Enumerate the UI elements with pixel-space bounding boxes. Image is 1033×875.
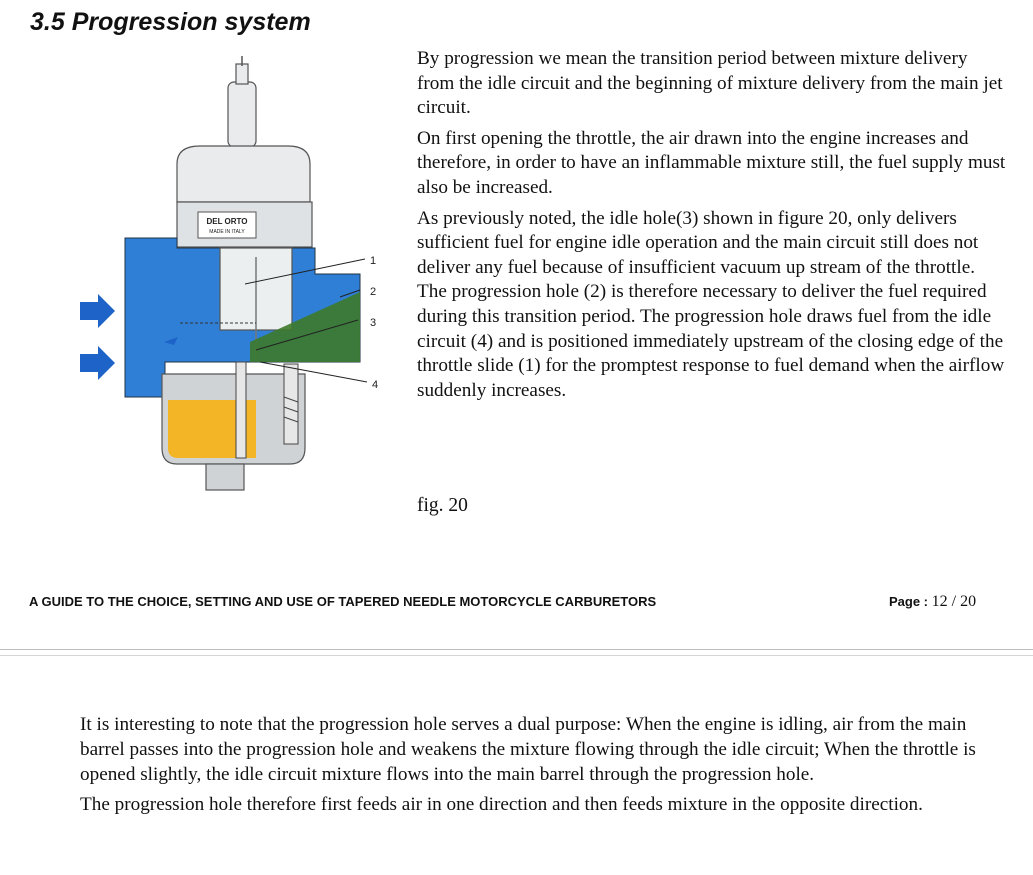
callout-3: 3 bbox=[370, 317, 377, 329]
throttle-cable-tower bbox=[228, 82, 256, 147]
page-label: Page : bbox=[889, 594, 932, 609]
air-inlet-arrow-upper bbox=[80, 294, 115, 328]
callout-1: 1 bbox=[370, 255, 377, 267]
paragraph-dual-purpose: It is interesting to note that the progression hole serves a dual purpose: When the engine is idling, air from the main barrel passes into the progression hole and weakens the mixture flowing through the idle circuit; When the throttle is opened slightly, the idle circuit mixture flows into the main barrel through the progression hole. bbox=[80, 714, 976, 785]
bowl-drain bbox=[206, 464, 244, 490]
section-heading: 3.5 Progression system bbox=[30, 8, 311, 36]
cable-adjuster bbox=[236, 64, 248, 84]
carburetor-diagram bbox=[60, 52, 395, 502]
page-separator bbox=[0, 649, 1033, 650]
paragraph-progression-definition: By progression we mean the transition period between mixture delivery from the idle circuit and the beginning of mixture delivery from the main jet circuit. bbox=[417, 48, 1003, 119]
page-separator-shadow bbox=[0, 655, 1033, 656]
paragraph-flow-direction: The progression hole therefore first feeds air in one direction and then feeds mixture in the opposite direction. bbox=[80, 794, 923, 815]
paragraph-progression-hole: As previously noted, the idle hole(3) shown in figure 20, only delivers sufficient fuel for engine idle operation and the main circuit still does not deliver any fuel because of insufficient vacuum up stream of the throttle. The progression hole (2) is therefore necessary to deliver the fuel required during this transition period. The progression hole draws fuel from the idle circuit (4) and is positioned immediately upstream of the closing edge of the throttle slide (1) for the promptest response to fuel demand when the airflow suddenly increases. bbox=[417, 207, 1005, 401]
callout-2: 2 bbox=[370, 286, 377, 298]
footer-document-title: A GUIDE TO THE CHOICE, SETTING AND USE OF TAPERED NEEDLE MOTORCYCLE CARBURETORS bbox=[29, 594, 657, 609]
figure-caption: fig. 20 bbox=[417, 495, 468, 516]
next-page-body bbox=[80, 712, 1015, 822]
main-jet bbox=[236, 362, 246, 458]
brand-sublabel: MADE IN ITALY bbox=[209, 229, 245, 235]
footer-page-indicator bbox=[889, 593, 976, 611]
paragraph-throttle-opening: On first opening the throttle, the air drawn into the engine increases and therefore, in order to have an inflammable mixture still, the fuel supply must also be increased. bbox=[417, 127, 1006, 198]
brand-label: DEL ORTO bbox=[206, 217, 248, 226]
section-body bbox=[417, 47, 1007, 409]
carburetor-cap bbox=[177, 146, 310, 202]
air-inlet-arrow-lower bbox=[80, 346, 115, 380]
callout-4: 4 bbox=[372, 379, 379, 391]
idle-jet-screw bbox=[284, 364, 298, 444]
page-number: 12 / 20 bbox=[931, 593, 977, 610]
